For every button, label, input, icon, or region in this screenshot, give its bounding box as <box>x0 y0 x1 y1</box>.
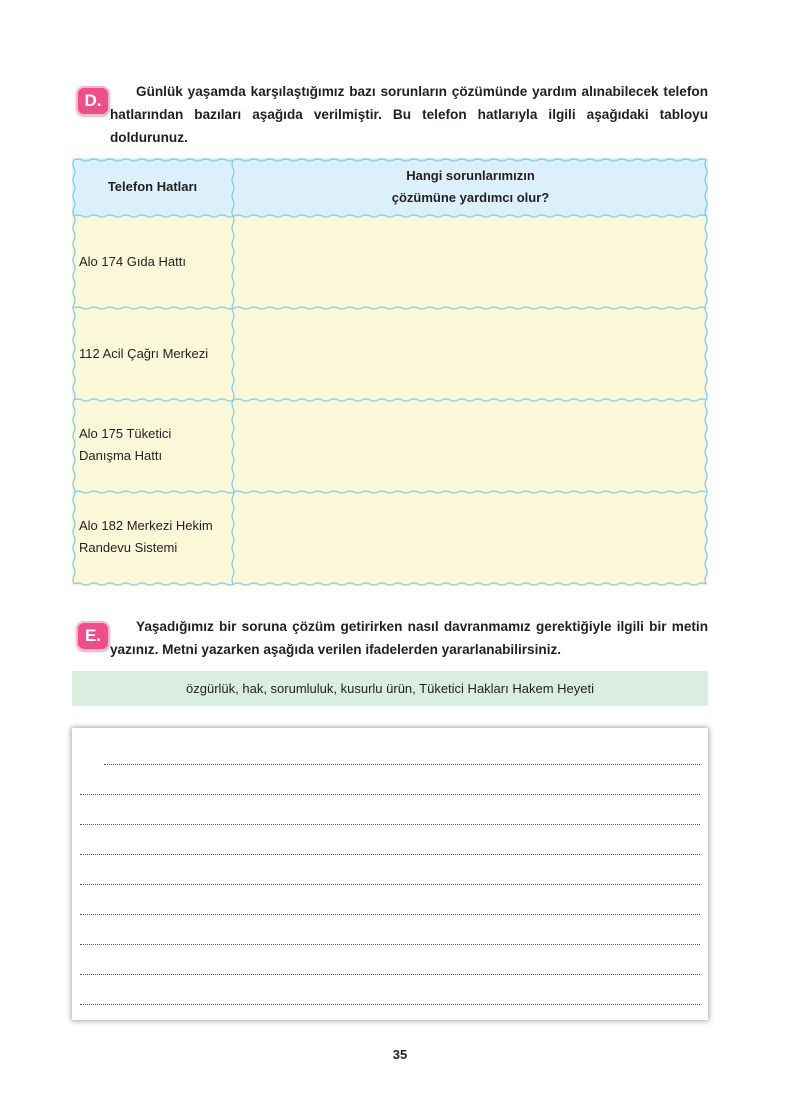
phone-lines-table <box>72 158 708 586</box>
row-1-label <box>79 251 186 273</box>
answer-cell-3[interactable] <box>233 400 708 492</box>
header-col2-line1: Hangi sorunlarımızın <box>406 168 535 183</box>
keywords-box: özgürlük, hak, sorumluluk, kusurlu ürün, Tüketici Hakları Hakem Heyeti <box>72 671 708 706</box>
section-e-text: Yaşadığımız bir soruna çözüm getirirken nasıl davranmamız gerektiğiyle ilgili bir metin yazınız. Metni yazarken aşağıda verilen ifadelerden yararlanabilirsiniz. <box>110 619 708 657</box>
writing-line[interactable] <box>80 974 700 975</box>
writing-line[interactable] <box>80 794 700 795</box>
page-number: 35 <box>392 1047 408 1062</box>
answer-cell-2[interactable] <box>233 308 708 400</box>
section-d-badge: D. <box>76 86 110 116</box>
answer-cell-4[interactable] <box>233 492 708 586</box>
section-e-instructions <box>110 615 708 661</box>
writing-line[interactable] <box>80 1004 700 1005</box>
writing-line[interactable] <box>80 944 700 945</box>
answer-cell-1[interactable] <box>233 216 708 308</box>
section-d-text: Günlük yaşamda karşılaştığımız bazı sorunların çözümünde yardım alınabilecek telefon hatlarından bazıları aşağıda verilmiştir. Bu telefon hatlarıyla ilgili aşağıdaki tabloyu doldurunuz. <box>110 84 708 145</box>
row-4-line2: Randevu Sistemi <box>79 540 178 555</box>
row-3-line2: Danışma Hattı <box>79 448 163 463</box>
writing-line[interactable] <box>80 884 700 885</box>
header-telefon-hatlari: Telefon Hatları <box>107 179 198 194</box>
writing-line[interactable] <box>80 914 700 915</box>
row-4-line1: Alo 182 Merkezi Hekim <box>79 518 213 533</box>
row-2-label <box>79 343 208 365</box>
writing-line[interactable] <box>104 764 700 765</box>
section-e-badge: E. <box>76 621 110 651</box>
row-3-label <box>79 423 171 467</box>
header-col2 <box>233 165 708 209</box>
row-1-line1: Alo 174 Gıda Hattı <box>79 254 186 269</box>
row-2-line1: 112 Acil Çağrı Merkezi <box>79 346 209 361</box>
writing-line[interactable] <box>80 854 700 855</box>
header-col2-line2: çözümüne yardımcı olur? <box>391 190 550 205</box>
section-d-instructions <box>110 80 708 149</box>
writing-area[interactable] <box>72 728 708 1020</box>
row-4-label <box>79 515 213 559</box>
writing-line[interactable] <box>80 824 700 825</box>
row-3-line1: Alo 175 Tüketici <box>79 426 172 441</box>
